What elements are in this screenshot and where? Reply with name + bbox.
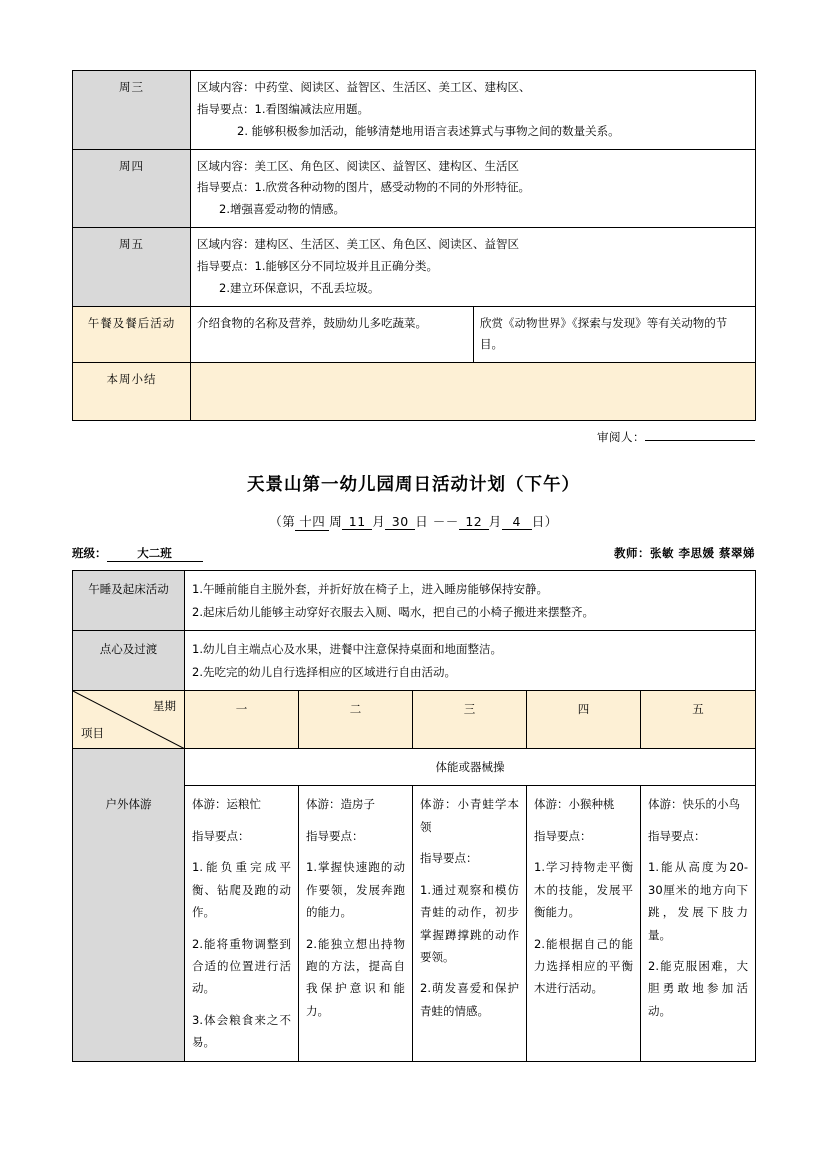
week-number[interactable]: 十四 (295, 512, 329, 531)
guidance-line-1: 指导要点：1.能够区分不同垃圾并且正确分类。 (197, 258, 438, 273)
week-unit: 周 (329, 514, 343, 530)
weekday-project-diagonal-header (73, 690, 185, 748)
guidance-line-2: 2.建立环保意识，不乱丢垃圾。 (219, 280, 380, 295)
guidance-point: 1.掌握快速跑的动作要领，发展奔跑的能力。 (306, 860, 405, 920)
outdoor-game-cell-5 (641, 786, 756, 1061)
guidance-line-2: 2. 能够积极参加活动，能够清楚地用语言表述算式与事物之间的数量关系。 (237, 123, 620, 138)
table-row-outdoor (73, 786, 756, 1061)
snack-content (185, 631, 756, 691)
snack-line-1: 1.幼儿自主端点心及水果，进餐中注意保持桌面和地面整洁。 (192, 642, 502, 657)
day-header-1: 一 (185, 690, 299, 748)
outdoor-game-cell-3 (413, 786, 527, 1061)
row-content-wednesday (191, 71, 756, 150)
row-label-outdoor: 户外体游 (73, 786, 185, 1061)
guidance-label: 指导要点： (534, 828, 592, 843)
after-lunch-content: 欣赏《动物世界》《探索与发现》等有关动物的节目。 (474, 306, 756, 363)
row-label-snack: 点心及过渡 (73, 631, 185, 691)
row-label-summary: 本周小结 (73, 363, 191, 421)
table-row-nap (73, 571, 756, 631)
area-content-line: 区域内容：美工区、角色区、阅读区、益智区、建构区、生活区 (197, 158, 519, 173)
guidance-line-1: 指导要点：1.欣赏各种动物的图片，感受动物的不同的外形特征。 (197, 180, 530, 195)
guidance-line-1: 指导要点：1.看图编减法应用题。 (197, 101, 369, 116)
month-unit-2: 月 (488, 514, 502, 530)
game-title: 体游：造房子 (306, 797, 375, 812)
day-header-5: 五 (641, 690, 756, 748)
table-row (73, 149, 756, 228)
guidance-label: 指导要点： (306, 828, 364, 843)
row-label-lunch: 午餐及餐后活动 (73, 306, 191, 363)
day-header-4: 四 (527, 690, 641, 748)
afternoon-plan-table (72, 570, 756, 1061)
nap-line-2: 2.起床后幼儿能够主动穿好衣服去入厕、喝水，把自己的小椅子搬进来摆整齐。 (192, 604, 594, 619)
game-title: 体游：快乐的小鸟 (648, 797, 740, 812)
area-content-line: 区域内容：建构区、生活区、美工区、角色区、阅读区、益智区 (197, 237, 519, 252)
guidance-point: 2.能将重物调整到合适的位置进行活动。 (192, 936, 291, 996)
start-month[interactable]: 11 (342, 514, 372, 530)
month-unit-1: 月 (372, 514, 386, 530)
table-row-lunch (73, 306, 756, 363)
table-header-row (73, 690, 756, 748)
day-header-3: 三 (413, 690, 527, 748)
row-label-friday: 周五 (73, 228, 191, 307)
row-content-thursday (191, 149, 756, 228)
meta-row (72, 545, 755, 562)
guidance-label: 指导要点： (192, 828, 250, 843)
table-row-exercise-band (73, 748, 756, 785)
guidance-line-2: 2.增强喜爱动物的情感。 (219, 202, 345, 217)
outdoor-game-cell-4 (527, 786, 641, 1061)
teacher-label: 教师： (613, 546, 650, 561)
outdoor-game-cell-1 (185, 786, 299, 1061)
row-label-outdoor-spacer (73, 748, 185, 785)
day-unit-1: 日 (415, 514, 429, 530)
range-dash: －－ (432, 514, 459, 530)
snack-line-2: 2.先吃完的幼儿自行选择相应的区域进行自由活动。 (192, 664, 456, 679)
guidance-point: 1.能从高度为20-30厘米的地方向下跳，发展下肢力量。 (648, 860, 749, 942)
game-title: 体游：运粮忙 (192, 797, 261, 812)
summary-content[interactable] (191, 363, 756, 421)
guidance-point: 1.学习持物走平衡木的技能，发展平衡能力。 (534, 860, 633, 920)
class-field (72, 545, 203, 562)
end-day[interactable]: 4 (502, 514, 532, 530)
subtitle-week-range (72, 512, 755, 531)
guidance-point: 2.能独立想出持物跑的方法，提高自我保护意识和能力。 (306, 936, 405, 1018)
table-row-snack (73, 631, 756, 691)
guidance-label: 指导要点： (420, 851, 478, 866)
exercise-band-label: 体能或器械操 (185, 748, 756, 785)
teacher-value[interactable]: 张敏 李思媛 蔡翠娣 (649, 546, 755, 561)
guidance-point: 1.通过观察和模仿青蛙的动作，初步掌握蹲撑跳的动作要领。 (420, 882, 519, 964)
guidance-label: 指导要点： (648, 828, 706, 843)
guidance-point: 3.体会粮食来之不易。 (192, 1012, 291, 1050)
guidance-point: 2.能克服困难，大胆勇敢地参加活动。 (648, 958, 749, 1018)
start-day[interactable]: 30 (385, 514, 415, 530)
page-title: 天景山第一幼儿园周日活动计划（下午） (247, 475, 580, 496)
table-row (73, 71, 756, 150)
reviewer-value[interactable] (645, 440, 755, 441)
subtitle-suffix: 日） (531, 514, 558, 530)
table-row-summary (73, 363, 756, 421)
area-content-line: 区域内容：中药堂、阅读区、益智区、生活区、美工区、建构区、 (197, 80, 531, 94)
reviewer-line (72, 429, 755, 445)
table-row (73, 228, 756, 307)
game-title: 体游：小青蛙学本领 (420, 797, 519, 834)
guidance-point: 2.能根据自己的能力选择相应的平衡木进行活动。 (534, 936, 633, 996)
game-title: 体游：小猴种桃 (534, 797, 615, 812)
row-label-nap: 午睡及起床活动 (73, 571, 185, 631)
class-label: 班级： (72, 546, 107, 561)
row-label-thursday: 周四 (73, 149, 191, 228)
weekday-label: 星期 (153, 698, 176, 713)
day-header-2: 二 (299, 690, 413, 748)
row-content-friday (191, 228, 756, 307)
lunch-content: 介绍食物的名称及营养，鼓励幼儿多吃蔬菜。 (191, 306, 474, 363)
outdoor-game-cell-2 (299, 786, 413, 1061)
teacher-field (614, 545, 755, 562)
guidance-point: 1.能负重完成平衡、钻爬及跑的动作。 (192, 860, 291, 920)
nap-content (185, 571, 756, 631)
end-month[interactable]: 12 (459, 514, 489, 530)
project-label: 项目 (81, 725, 104, 740)
row-label-wednesday: 周三 (73, 71, 191, 150)
reviewer-label: 审阅人： (597, 430, 645, 445)
nap-line-1: 1.午睡前能自主脱外套，并折好放在椅子上，进入睡房能够保持安静。 (192, 582, 548, 597)
subtitle-prefix: （第 (269, 514, 296, 530)
weekly-area-activity-table (72, 70, 756, 421)
guidance-point: 2.萌发喜爱和保护青蛙的情感。 (420, 981, 519, 1018)
class-value[interactable]: 大二班 (107, 545, 203, 562)
